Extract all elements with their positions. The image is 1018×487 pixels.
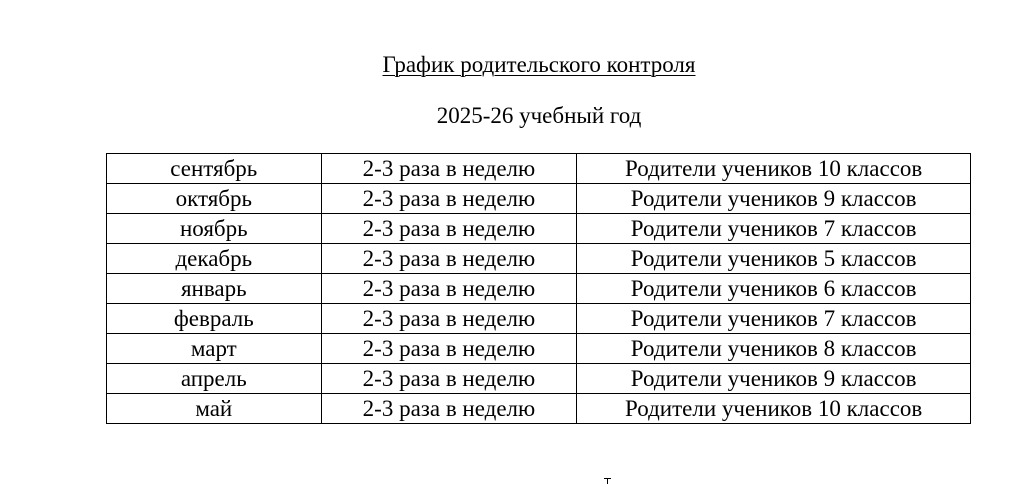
- table-row: [107, 334, 971, 364]
- frequency-cell: 2-3 раза в неделю: [321, 334, 577, 364]
- participants-cell: Родители учеников 8 классов: [577, 334, 971, 364]
- participants-cell: Родители учеников 5 классов: [577, 244, 971, 274]
- month-cell: сентябрь: [107, 154, 322, 184]
- i-beam-cursor-icon: [604, 478, 611, 484]
- participants-cell: Родители учеников 7 классов: [577, 214, 971, 244]
- table-row: [107, 184, 971, 214]
- table-row: [107, 304, 971, 334]
- academic-year-subtitle: 2025-26 учебный год: [436, 103, 642, 128]
- participants-cell: Родители учеников 10 классов: [577, 154, 971, 184]
- participants-cell: Родители учеников 6 классов: [577, 274, 971, 304]
- frequency-cell: 2-3 раза в неделю: [321, 184, 577, 214]
- month-cell: январь: [107, 274, 322, 304]
- table-row: [107, 364, 971, 394]
- month-cell: ноябрь: [107, 214, 322, 244]
- month-cell: май: [107, 394, 322, 424]
- month-cell: октябрь: [107, 184, 322, 214]
- frequency-cell: 2-3 раза в неделю: [321, 394, 577, 424]
- frequency-cell: 2-3 раза в неделю: [321, 364, 577, 394]
- table-row: [107, 274, 971, 304]
- month-cell: февраль: [107, 304, 322, 334]
- frequency-cell: 2-3 раза в неделю: [321, 214, 577, 244]
- month-cell: апрель: [107, 364, 322, 394]
- participants-cell: Родители учеников 9 классов: [577, 364, 971, 394]
- frequency-cell: 2-3 раза в неделю: [321, 244, 577, 274]
- participants-cell: Родители учеников 10 классов: [577, 394, 971, 424]
- participants-cell: Родители учеников 9 классов: [577, 184, 971, 214]
- page-title: График родительского контроля: [382, 52, 696, 77]
- table-row: [107, 214, 971, 244]
- month-cell: март: [107, 334, 322, 364]
- participants-cell: Родители учеников 7 классов: [577, 304, 971, 334]
- table-row: [107, 394, 971, 424]
- frequency-cell: 2-3 раза в неделю: [321, 154, 577, 184]
- month-cell: декабрь: [107, 244, 322, 274]
- table-row: [107, 154, 971, 184]
- schedule-table: [106, 153, 971, 424]
- frequency-cell: 2-3 раза в неделю: [321, 274, 577, 304]
- frequency-cell: 2-3 раза в неделю: [321, 304, 577, 334]
- table-row: [107, 244, 971, 274]
